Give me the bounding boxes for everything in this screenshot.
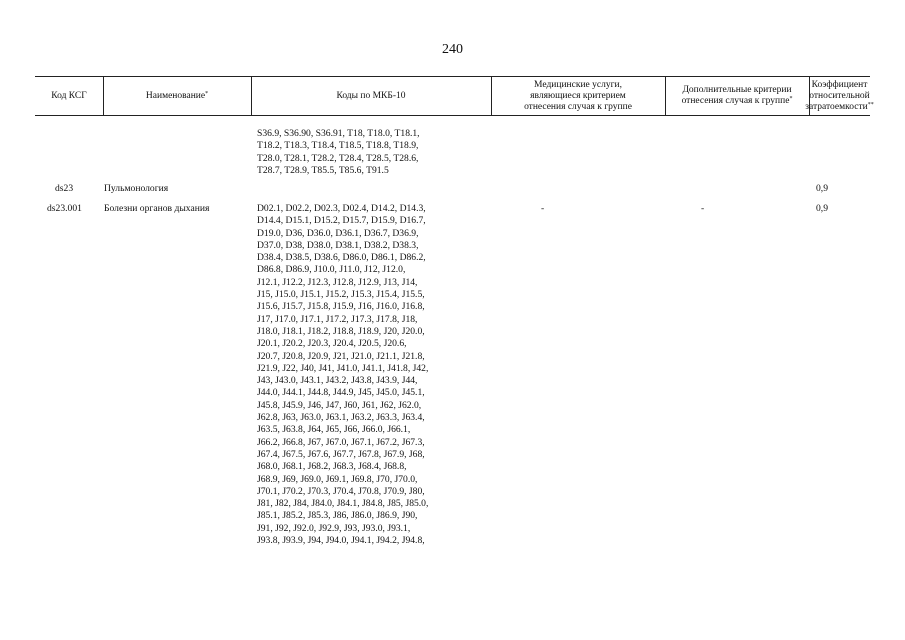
code-line: J15.6, J15.7, J15.8, J15.9, J16, J16.0, J16.8, <box>257 301 425 313</box>
code-line: J93.8, J93.9, J94, J94.0, J94.1, J94.2, J94.8, <box>257 535 425 547</box>
header-name: Наименование* <box>145 90 209 101</box>
code-line: T28.0, T28.1, T28.2, T28.4, T28.5, T28.6, <box>257 152 419 164</box>
header-extra: Дополнительные критерии отнесения случая к группе* <box>681 85 793 106</box>
group-codes <box>257 203 428 547</box>
code-line: T28.7, T28.9, T85.5, T85.6, T91.5 <box>257 164 389 176</box>
code-line: D37.0, D38, D38.0, D38.1, D38.2, D38.3, <box>257 239 419 251</box>
header-mkb: Коды по МКБ-10 <box>336 90 406 101</box>
code-line: J18.0, J18.1, J18.2, J18.8, J18.9, J20, J20.0, <box>257 325 425 337</box>
code-line: S36.9, S36.90, S36.91, T18, T18.0, T18.1, <box>257 128 420 139</box>
group-code: ds23.001 <box>47 203 82 214</box>
header-code: Код КСГ <box>51 90 87 101</box>
code-line: D86.8, D86.9, J10.0, J11.0, J12, J12.0, <box>257 264 406 276</box>
code-line: J43, J43.0, J43.1, J43.2, J43.8, J43.9, J44, <box>257 375 418 387</box>
group-extra: - <box>701 203 705 214</box>
code-line: J17, J17.0, J17.1, J17.2, J17.3, J17.8, J18, <box>257 313 418 325</box>
profile-name: Пульмонология <box>104 183 169 194</box>
code-line: J62.8, J63, J63.0, J63.1, J63.2, J63.3, J63.4, <box>257 412 425 424</box>
code-line: J12.1, J12.2, J12.3, J12.8, J12.9, J13, J14, <box>257 276 418 288</box>
code-line: D14.4, D15.1, D15.2, D15.7, D15.9, D16.7, <box>257 215 426 227</box>
code-line: J20.7, J20.8, J20.9, J21, J21.0, J21.1, J21.8, <box>257 350 425 362</box>
profile-coef: 0,9 <box>816 183 828 194</box>
code-line: D38.4, D38.5, D38.6, D86.0, D86.1, D86.2, <box>257 252 426 264</box>
group-name: Болезни органов дыхания <box>104 203 210 214</box>
group-coef: 0,9 <box>816 203 828 214</box>
code-line: J91, J92, J92.0, J92.9, J93, J93.0, J93.1, <box>257 522 411 534</box>
code-line: J20.1, J20.2, J20.3, J20.4, J20.5, J20.6, <box>257 338 407 350</box>
code-line: J81, J82, J84, J84.0, J84.1, J84.8, J85, J85.0, <box>257 498 429 510</box>
code-line: J66.2, J66.8, J67, J67.0, J67.1, J67.2, J67.3, <box>257 436 425 448</box>
code-line: J68.9, J69, J69.0, J69.1, J69.8, J70, J70.0, <box>257 473 418 485</box>
code-line: T18.2, T18.3, T18.4, T18.5, T18.8, T18.9, <box>257 140 419 152</box>
code-line: J67.4, J67.5, J67.6, J67.7, J67.8, J67.9, J68, <box>257 448 425 460</box>
page-number: 240 <box>442 42 463 57</box>
code-line: J85.1, J85.2, J85.3, J86, J86.0, J86.9, J90, <box>257 510 418 522</box>
code-line: D02.1, D02.2, D02.3, D02.4, D14.2, D14.3, <box>257 203 426 214</box>
table-header <box>35 76 874 116</box>
continuation-codes <box>257 128 420 177</box>
header-coef: Коэффициент относительной затратоемкости** <box>805 79 874 112</box>
code-line: J45.8, J45.9, J46, J47, J60, J61, J62, J62.0, <box>257 399 422 411</box>
code-line: J21.9, J22, J40, J41, J41.0, J41.1, J41.8, J42, <box>257 362 429 374</box>
code-line: J44.0, J44.1, J44.8, J44.9, J45, J45.0, J45.1, <box>257 387 425 399</box>
code-line: D19.0, D36, D36.0, D36.1, D36.7, D36.9, <box>257 227 419 239</box>
header-services: Медицинские услуги, являющиеся критерием отнесения случая к группе <box>524 79 632 112</box>
code-line: J15, J15.0, J15.1, J15.2, J15.3, J15.4, J15.5, <box>257 289 425 301</box>
code-line: J68.0, J68.1, J68.2, J68.3, J68.4, J68.8, <box>257 461 407 473</box>
code-line: J70.1, J70.2, J70.3, J70.4, J70.8, J70.9, J80, <box>257 485 425 497</box>
group-services: - <box>541 203 545 214</box>
profile-code: ds23 <box>55 183 74 194</box>
code-line: J63.5, J63.8, J64, J65, J66, J66.0, J66.1, <box>257 424 411 436</box>
